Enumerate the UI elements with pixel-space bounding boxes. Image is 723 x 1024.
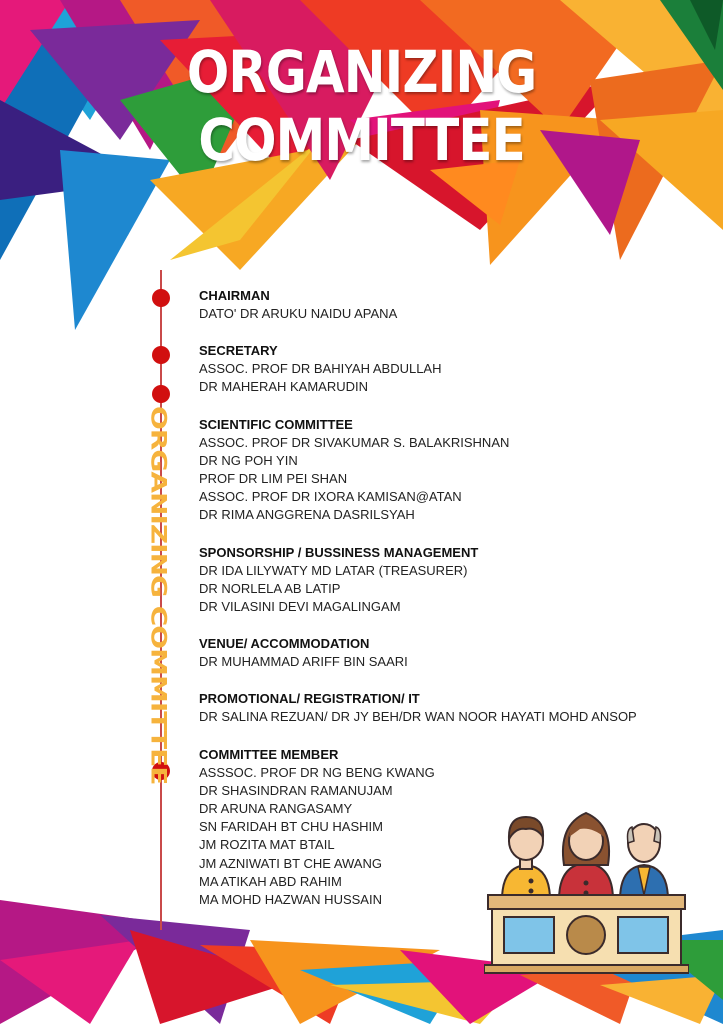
member-name: DATO' DR ARUKU NAIDU APANA [199,306,398,321]
member-name: JM AZNIWATI BT CHE AWANG [199,855,382,871]
timeline-dot [152,346,170,364]
section-sponsorship [199,544,699,617]
section-secretary [199,342,699,396]
section-scientific-committee [199,416,699,525]
section-venue [199,635,699,671]
section-title: CHAIRMAN [199,288,270,303]
committee-panel-illustration [484,805,689,975]
member-name: DR SHASINDRAN RAMANUJAM [199,782,393,798]
member-name: MA ATIKAH ABD RAHIM [199,873,342,889]
member-name: ASSOC. PROF DR IXORA KAMISAN@ATAN [199,489,462,505]
page-title: ORGANIZING COMMITTEE [186,38,537,174]
member-name: DR VILASINI DEVI MAGALINGAM [199,599,401,615]
section-title: PROMOTIONAL/ REGISTRATION/ IT [199,691,420,707]
member-name: SN FARIDAH BT CHU HASHIM [199,819,383,835]
member-name: ASSSOC. PROF DR NG BENG KWANG [199,764,435,780]
member-name: DR NG POH YIN [199,452,298,468]
desk-icon [484,895,689,973]
person-right-icon [620,824,668,900]
member-name: MA MOHD HAZWAN HUSSAIN [199,892,382,908]
section-promotional [199,690,699,726]
section-title: SCIENTIFIC COMMITTEE [199,416,353,432]
section-chairman [199,287,699,323]
section-title: VENUE/ ACCOMMODATION [199,636,370,652]
side-vertical-title: ORGANIZING COMMITTEE [146,406,171,785]
member-name: ASSOC. PROF DR SIVAKUMAR S. BALAKRISHNAN [199,434,510,450]
section-title: SECRETARY [199,343,278,359]
person-left-icon [502,817,550,900]
member-name: JM ROZITA MAT BTAIL [199,837,335,853]
timeline-dot [152,385,170,403]
member-name: DR RIMA ANGGRENA DASRILSYAH [199,507,415,523]
member-name: DR MUHAMMAD ARIFF BIN SAARI [199,654,408,670]
member-name: DR IDA LILYWATY MD LATAR (TREASURER) [199,562,468,578]
member-name: ASSOC. PROF DR BAHIYAH ABDULLAH [199,361,442,377]
member-name: PROF DR LIM PEI SHAN [199,471,348,487]
member-name: DR MAHERAH KAMARUDIN [199,379,369,395]
section-title: SPONSORSHIP / BUSSINESS MANAGEMENT [199,544,479,560]
member-name: DR SALINA REZUAN/ DR JY BEH/DR WAN NOOR HAYATI MOHD ANSOP [199,709,637,725]
member-name: DR NORLELA AB LATIP [199,580,341,596]
person-center-icon [559,813,613,900]
section-title: COMMITTEE MEMBER [199,746,339,762]
timeline-dot [152,289,170,307]
member-name: DR ARUNA RANGASAMY [199,801,353,817]
